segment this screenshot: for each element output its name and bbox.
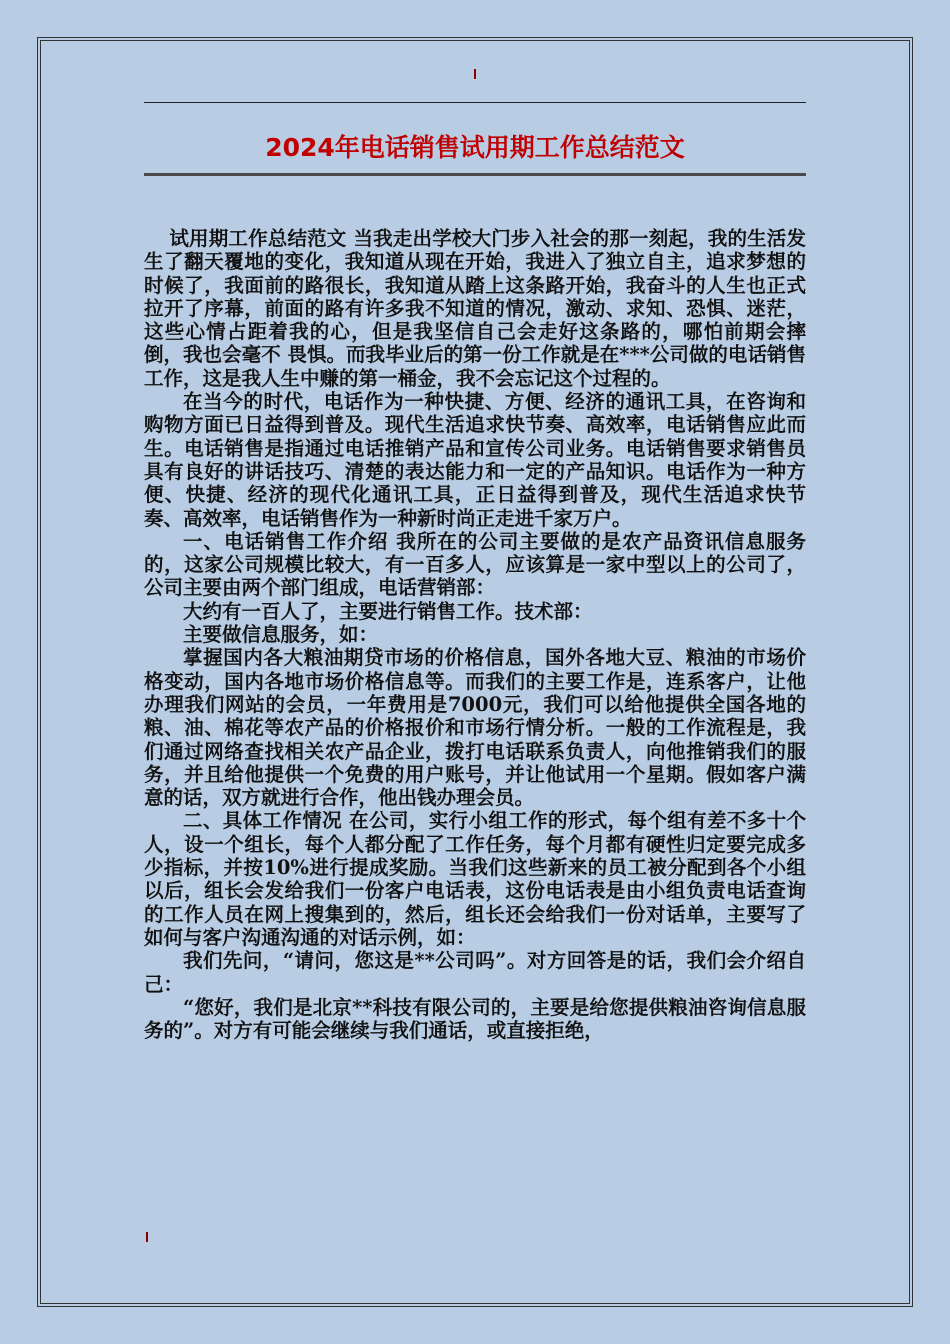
paragraph-dialog-2: “您好，我们是北京**科技有限公司的，主要是给您提供粮油咨询信息服务的”。对方有可能会继续与我们通话，或直接拒绝， <box>144 995 806 1043</box>
paragraph-section-2: 二、具体工作情况 在公司，实行小组工作的形式，每个组有差不多十个人，设一个组长，每个人都分配了工作任务，每个月都有硬性归定要完成多少指标，并按10%进行提成奖励。当我们这些新来的员工被分配到各个小组以后，组长会发给我们一份客户电话表，这份电话表是由小组负责电话查询的工作人员在网上搜集到的，然后，组长还会给我们一份对话单，主要写了如何与客户沟通沟通的对话示例，如： <box>144 809 806 949</box>
paragraph-sales-dept: 大约有一百人了，主要进行销售工作。技术部： <box>183 599 593 623</box>
paragraph-section-1: 一、电话销售工作介绍 我所在的公司主要做的是农产品资讯信息服务的，这家公司规模比较大，有一百多人，应该算是一家中型以上的公司了，公司主要由两个部门组成，电话营销部： <box>144 529 806 600</box>
paragraph-tech-dept: 主要做信息服务，如： <box>183 623 379 647</box>
header-mark <box>474 69 476 79</box>
document-title: 2024年电话销售试用期工作总结范文 <box>265 133 685 162</box>
title-rule <box>144 173 806 176</box>
paragraph-dialog-1: 我们先问，“请问，您这是**公司吗”。对方回答是的话，我们会介绍自己： <box>144 949 806 996</box>
header-rule <box>144 102 806 103</box>
paragraph-workflow: 掌握国内各大粮油期贷市场的价格信息，国外各地大豆、粮油的市场价格变动，国内各地市场价格信息等。而我们的主要工作是，连系客户，让他办理我们网站的会员，一年费用是7000元，我们可以给他提供全国各地的粮、油、棉花等农产品的价格报价和市场行情分析。一般的工作流程是，我们通过网络查找相关农产品企业，拨打电话联系负责人，向他推销我们的服务，并且给他提供一个免费的用户账号，并让他试用一个星期。假如客户满意的话，双方就进行合作，他出钱办理会员。 <box>144 646 806 810</box>
paragraph-era: 在当今的时代，电话作为一种快捷、方便、经济的通讯工具，在咨询和购物方面已日益得到普及。现代生活追求快节奏、高效率，电话销售应此而生。电话销售是指通过电话推销产品和宣传公司业务。电话销售要求销售员具有良好的讲话技巧、清楚的表达能力和一定的产品知识。电话作为一种方便、快捷、经济的现代化通讯工具，正日益得到普及，现代生活追求快节奏、高效率，电话销售作为一种新时尚正走进千家万户。 <box>144 390 806 530</box>
paragraph-intro: 试用期工作总结范文 当我走出学校大门步入社会的那一刻起，我的生活发生了翻天覆地的变化，我知道从现在开始，我进入了独立自主，追求梦想的时候了，我面前的路很长，我知道从踏上这条路开始，我奋斗的人生也正式拉开了序幕，前面的路有许多我不知道的情况，激动、求知、恐惧、迷茫，这些心情占距着我的心，但是我坚信自己会走好这条路的，哪怕前期会摔倒，我也会毫不 畏惧。而我毕业后的第一份工作就是在***公司做的电话销售工作，这是我人生中赚的第一桶金，我不会忘记这个过程的。 <box>144 227 806 390</box>
document-body <box>144 227 806 1042</box>
footer-mark <box>146 1232 148 1242</box>
